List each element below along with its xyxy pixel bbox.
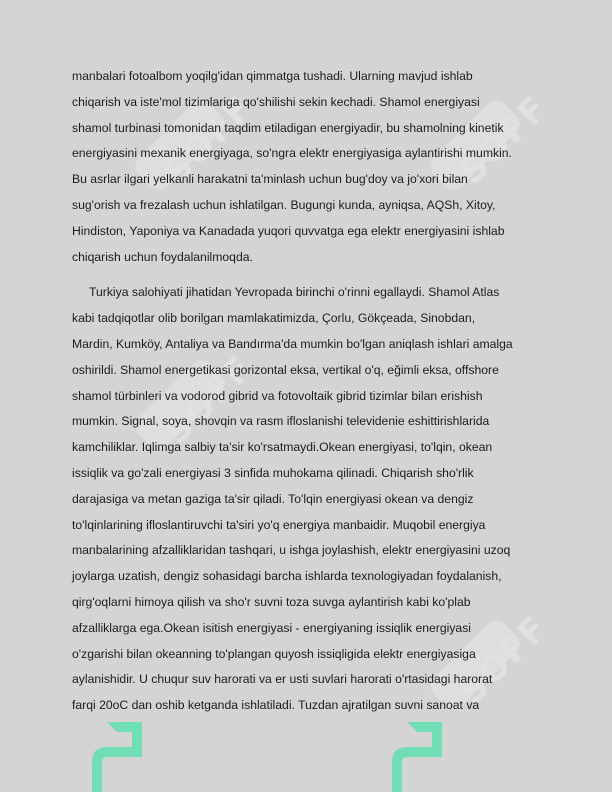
text-line: o'zgarishi bilan okeanning to'plangan quyosh issiqligida elektr energiyasiga: [72, 646, 476, 661]
text-line: issiqlik va go'zali energiyasi 3 sinfida muhokama qilinadi. Chiqarish sho'rlik: [72, 465, 474, 480]
text-line: joylarga uzatish, dengiz sohasidagi barcha ishlarda texnologiyadan foydalanish,: [72, 569, 502, 584]
paragraph: [72, 280, 542, 719]
text-line: darajasiga va metan gaziga ta'sir qiladi. To'lqin energiyasi okean va dengiz: [72, 491, 474, 506]
text-line: kabi tadqiqotlar olib borilgan mamlakatimizda, Çorlu, Gökçeada, Sinobdan,: [72, 311, 476, 326]
watermark-s-logo-icon: [72, 722, 152, 792]
text-line: oshirildi. Shamol energetikasi gorizontal eksa, vertikal o'q, eğimli eksa, offshore: [72, 362, 499, 377]
text-line: manbalari fotoalbom yoqilg'idan qimmatga tushadi. Ularning mavjud ishlab: [72, 69, 473, 83]
paragraph: [72, 64, 542, 270]
watermark-text: SOFF: [156, 87, 262, 193]
watermark-text: SOFF: [451, 87, 557, 193]
text-line: qirg'oqlarni himoya qilish va sho'r suvni toza suvga aylantirish kabi ko'plab: [72, 594, 471, 609]
text-line: kamchiliklar. Iqlimga salbiy ta'sir ko'rsatmaydi.Okean energiyasi, to'lqin, okean: [72, 440, 493, 455]
text-line: manbalarining afzalliklaridan tashqari, u ishga joylashish, elektr energiyasini uzoq: [72, 543, 511, 558]
text-line: shamol turbinasi tomonidan taqdim etiladigan energiyadir, bu shamolning kinetik: [72, 120, 504, 135]
text-line: to'lqinlarining ifloslantiruvchi ta'siri yo'q energiya manbaidir. Muqobil energiya: [72, 517, 486, 532]
text-line: afzalliklarga ega.Okean isitish energiyasi - energiyaning issiqlik energiyasi: [72, 620, 472, 635]
text-line: Mardin, Kumköy, Antaliya va Bandırma'da mumkin bo'lgan aniqlash ishlari amalga: [72, 336, 513, 351]
text-line: Turkiya salohiyati jihatidan Yevropada birinchi o'rinni egallaydi. Shamol Atlas: [89, 285, 500, 300]
watermark-text: SOFF: [451, 607, 557, 713]
watermark-text: SOFF: [156, 347, 262, 453]
text-line: Bu asrlar ilgari yelkanli harakatni ta'minlash uchun bug'doy va jo'xori bilan: [72, 172, 468, 187]
watermark-s-logo-icon: [372, 722, 452, 792]
text-line: chiqarish uchun foydalanilmoqda.: [72, 249, 253, 264]
text-line: chiqarish va iste'mol tizimlariga qo'shilishi sekin kechadi. Shamol energiyasi: [72, 94, 480, 109]
document-body: [72, 64, 542, 719]
text-line: sug'orish va frezalash uchun ishlatilgan. Bugungi kunda, ayniqsa, AQSh, Xitoy,: [72, 197, 496, 212]
text-line: energiyasini mexanik energiyaga, so'ngra elektr energiyasiga aylantirishi mumkin.: [72, 146, 512, 161]
text-line: farqi 20oC dan oshib ketganda ishlatiladi. Tuzdan ajratilgan suvni sanoat va: [72, 698, 480, 713]
text-line: Hindiston, Yaponiya va Kanadada yuqori quvvatga ega elektr energiyasini ishlab: [72, 223, 505, 238]
text-line: shamol türbinleri va vodorod gibrid va fotovoltaik gibrid tizimlar bilan erishish: [72, 388, 483, 403]
text-line: aylanishidir. U chuqur suv harorati va er usti suvlari harorati o'rtasidagi harorat: [72, 672, 493, 687]
text-line: mumkin. Signal, soya, shovqin va rasm ifloslanishi televidenie eshittirishlarida: [72, 414, 490, 429]
